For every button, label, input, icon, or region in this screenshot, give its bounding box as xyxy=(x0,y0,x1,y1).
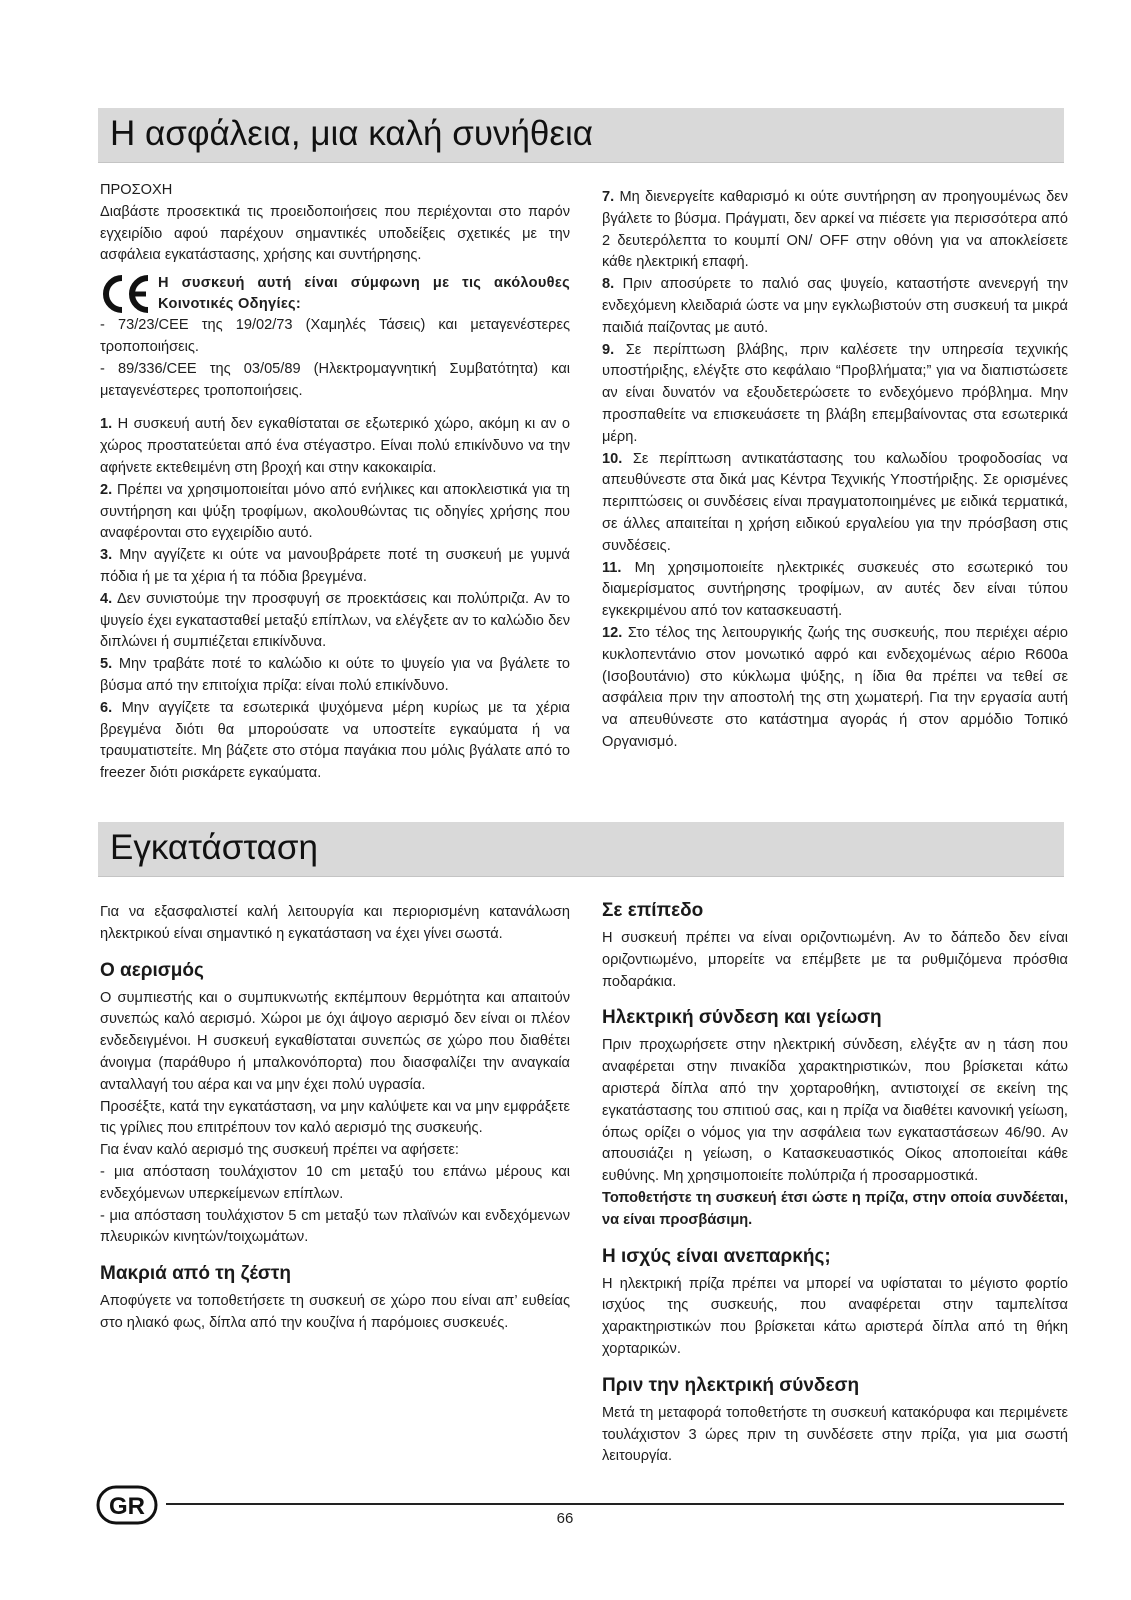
ventilation-heading: Ο αερισμός xyxy=(100,959,204,981)
installation-intro: Για να εξασφαλιστεί καλή λειτουργία και περιορισμένη κατανάλωση ηλεκτρικού είναι σημαντικό η εγκατάσταση να έχει γίνει σωστά. xyxy=(100,904,570,942)
footer-rule xyxy=(166,1503,1064,1505)
installation-title: Εγκατάσταση xyxy=(110,828,318,867)
safety-item-6: 6. Μην αγγίζετε τα εσωτερικά ψυχόμενα μέρη κυρίως με τα χέρια βρεγμένα διότι θα μπορούσατε να υποστείτε εγκαύματα ή να τραυματιστείτε. Μη βάζετε στο στόμα παγάκια που μόλις βγάλατε από το freezer διότι ρισκάρετε εγκαύματα. xyxy=(100,699,570,782)
level-heading: Σε επίπεδο xyxy=(602,900,704,921)
safety-item-12: 12. Στο τέλος της λειτουργικής ζωής της συσκευής, που περιέχει αέριο κυκλοπεντάνιο στον μονωτικό αφρό και ενδεχομένως αέριο R600a (Ισοβουτάνιο) στο κύκλωμα ψύξης, η ίδια θα πρέπει να τεθεί σε ασφάλεια πριν την αποστολή της στη χωματερή. Για την εργασία αυτή να απευθύνεστε στο κατάστημα αγοράς ή στον αρμόδιο Τοπικό Οργανισμό. xyxy=(602,624,1068,750)
safety-item-7: 7. Μη διενεργείτε καθαρισμό κι ούτε συντήρηση αν προηγουμένως δεν βγάλετε το βύσμα. Πράγματι, δεν αρκεί να πιέσετε για περισσότερα από 2 δευτερόλεπτα το κουμπί ON/ OFF στην οθόνη για να αποκλείσετε κάθε ηλεκτρική επαφή. xyxy=(602,189,1068,271)
safety-section-banner xyxy=(98,108,1064,163)
level-text: Η συσκευή πρέπει να είναι οριζοντιωμένη. Αν το δάπεδο δεν είναι οριζοντιωμένο, μπορείτε να επέμβετε με τα ρυθμιζόμενα πρόσθια ποδαράκια. xyxy=(602,930,1068,990)
safety-item-11: 11. Μη χρησιμοποιείτε ηλεκτρικές συσκευές στο εσωτερικό του διαμερίσματος συντήρησης τροφίμων, αν αυτές δεν είναι τύπου εγκεκριμένου από τον κατασκευαστή. xyxy=(602,559,1068,620)
installation-section-banner xyxy=(98,822,1064,877)
heat-heading: Μακριά από τη ζέστη xyxy=(100,1263,291,1285)
before-connection-text: Μετά τη μεταφορά τοποθετήστε τη συσκευή κατακόρυφα και περιμένετε τουλάχιστον 3 ώρες πριν τη συνδέσετε στην πρίζα, για μια σωστή λειτουργία. xyxy=(602,1404,1068,1465)
ce-statement: Η συσκευή αυτή είναι σύμφωνη με τις ακόλουθες Κοινοτικές Οδηγίες: xyxy=(158,275,570,313)
safety-item-2: 2. Πρέπει να χρησιμοποιείται μόνο από ενήλικες και αποκλειστικά για τη συντήρηση και ψύξη τροφίμων, ακολουθώντας τις οδηγίες χρήσης που αναφέρονται στο εγχειρίδιο αυτό. xyxy=(100,481,570,542)
safety-item-1: 1. Η συσκευή αυτή δεν εγκαθίσταται σε εξωτερικό χώρο, ακόμη κι αν ο χώρος προστατεύεται από ένα στέγαστρο. Είναι πολύ επικίνδυνο να την αφήνετε εκτεθειμένη στη βροχή και στην κακοκαιρία. xyxy=(100,416,570,476)
electrical-text: Πριν προχωρήσετε στην ηλεκτρική σύνδεση, ελέγξτε αν η τάση που αναφέρεται στην πινακίδα χαρακτηριστικών, που βρίσκεται κάτω αριστερά δίπλα από την χορταροθήκη, αντιστοιχεί σε εκείνη της εγκατάστασης του σπιτιού σας, και η πρίζα να διαθέτει κανονική γείωση, όπως ορίζει ο νόμος για την ασφάλεια των εγκαταστάσεων 46/90. Αν απουσιάζει η γείωση, ο Κατασκευαστικός Οίκος αποποιείται κάθε ευθύνης. Μη χρησιμοποιείτε πολύπριζα ή προσαρμοστικά. xyxy=(602,1037,1068,1185)
electrical-bold-note: Τοποθετήστε τη συσκευή έτσι ώστε η πρίζα, στην οποία συνδέεται, να είναι προσβάσιμη. xyxy=(602,1189,1068,1228)
country-code: GR xyxy=(109,1493,145,1520)
electrical-heading: Ηλεκτρική σύνδεση και γείωση xyxy=(602,1007,882,1029)
ce-mark-icon xyxy=(100,273,152,315)
installation-right-column xyxy=(602,898,1068,1468)
safety-item-8: 8. Πριν αποσύρετε το παλιό σας ψυγείο, καταστήστε ανενεργή την ενδεχόμενη κλειδαριά ώστε να μην εγκλωβιστούν στη συσκευή τα μικρά παιδιά παίζοντας με αυτό. xyxy=(602,276,1068,336)
ventilation-paragraph-4: - μια απόσταση τουλάχιστον 10 cm μεταξύ του επάνω μέρους και ενδεχόμενων υπερκείμενων επίπλων. xyxy=(100,1163,570,1202)
safety-title: Η ασφάλεια, μια καλή συνήθεια xyxy=(110,114,594,153)
installation-left-column xyxy=(100,902,570,1335)
safety-item-4: 4. Δεν συνιστούμε την προσφυγή σε προεκτάσεις και πολύπριζα. Αν το ψυγείο έχει εγκατασταθεί μεταξύ επίπλων, να ελέγξετε αν το καλώδιο δεν διπλώνει ή συμπιέζεται επικίνδυνα. xyxy=(100,590,570,651)
power-heading: Η ισχύς είναι ανεπαρκής; xyxy=(602,1245,831,1267)
safety-intro: Διαβάστε προσεκτικά τις προειδοποιήσεις που περιέχονται στο παρόν εγχειρίδιο αφού παρέχουν σημαντικές υποδείξεις σχετικές με την ασφάλεια εγκατάστασης, χρήσης και συντήρησης. xyxy=(100,203,570,264)
safety-item-10: 10. Σε περίπτωση αντικατάστασης του καλωδίου τροφοδοσίας να απευθύνεστε στα δικά μας Κέντρα Τεχνικής Υποστήριξης. Σε ορισμένες περιπτώσεις οι συνδέσεις είναι πραγματοποιημένες με ειδικά τερματικά, σε άλλες απαιτείται η χρήση ειδικού εργαλείου για την πρόσβαση στις συνδέσεις. xyxy=(602,450,1068,554)
safety-item-3: 3. Μην αγγίζετε κι ούτε να μανουβράρετε ποτέ τη συσκευή με γυμνά πόδια ή με τα χέρια ή τα πόδια βρεγμένα. xyxy=(100,547,570,585)
safety-right-column xyxy=(602,187,1068,754)
ventilation-paragraph-2: Προσέξτε, κατά την εγκατάσταση, να μην καλύψετε και να μην εμφράξετε τις γρίλιες που επιτρέπουν τον καλό αερισμό της συσκευής. xyxy=(100,1098,570,1137)
safety-item-9: 9. Σε περίπτωση βλάβης, πριν καλέσετε την υπηρεσία τεχνικής υποστήριξης, ελέγξτε στο κεφάλαιο “Προβλήματα;” για να διαπιστώσετε αν είναι δυνατόν να εξουδετερώσετε το ενδεχόμενο πρόβλημα. Μην προσπαθείτε να επισκευάσετε τη βλάβη επεμβαίνοντας στα εσωτερικά μέρη. xyxy=(602,341,1068,445)
safety-item-5: 5. Μην τραβάτε ποτέ το καλώδιο κι ούτε το ψυγείο για να βγάλετε το βύσμα από την επιτοίχια πρίζα: είναι πολύ επικίνδυνο. xyxy=(100,656,570,694)
ventilation-paragraph-1: Ο συμπιεστής και ο συμπυκνωτής εκπέμπουν θερμότητα και απαιτούν συνεπώς καλό αερισμό. Χώροι με όχι άψογο αερισμό δεν είναι οι πλέον ενδεδειγμένοι. Η συσκευή εγκαθίσταται συνεπώς σε χώρο που διαθέτει άνοιγμα (παράθυρο ή μπαλκονόπορτα) που διασφαλίζει την αναγκαία ανταλλαγή του αέρα και να μην έχει πολύ υγρασία. xyxy=(100,989,570,1093)
before-connection-heading: Πριν την ηλεκτρική σύνδεση xyxy=(602,1374,860,1396)
safety-left-column xyxy=(100,180,570,785)
country-badge-icon xyxy=(96,1485,158,1525)
page-number: 66 xyxy=(556,1510,574,1527)
power-text: Η ηλεκτρική πρίζα πρέπει να μπορεί να υφίσταται το μέγιστο φορτίο ισχύος της συσκευής, που αναφέρεται στην ταμπελίτσα χαρακτηριστικών που βρίσκεται κάτω αριστερά δίπλα από τη θήκη χορταρικών. xyxy=(602,1275,1068,1357)
attention-label: ΠΡΟΣΟΧΗ xyxy=(100,182,173,198)
ventilation-paragraph-5: - μια απόσταση τουλάχιστον 5 cm μεταξύ των πλαϊνών και ενδεχόμενων πλευρικών κινητών/τοιχωμάτων. xyxy=(100,1207,570,1246)
heat-text: Αποφύγετε να τοποθετήσετε τη συσκευή σε χώρο που είναι απ’ ευθείας στο ηλιακό φως, δίπλα από την κουζίνα ή παρόμοιες συσκευές. xyxy=(100,1293,570,1331)
directive-1: - 73/23/CEE της 19/02/73 (Χαμηλές Τάσεις) και μεταγενέστερες τροποποιήσεις. xyxy=(100,317,570,355)
ce-compliance-row xyxy=(100,273,570,315)
directive-2: - 89/336/CEE της 03/05/89 (Ηλεκτρομαγνητική Συμβατότητα) και μεταγενέστερες τροποποιήσεις. xyxy=(100,360,570,399)
ventilation-paragraph-3: Για έναν καλό αερισμό της συσκευή πρέπει να αφήσετε: xyxy=(100,1142,459,1159)
